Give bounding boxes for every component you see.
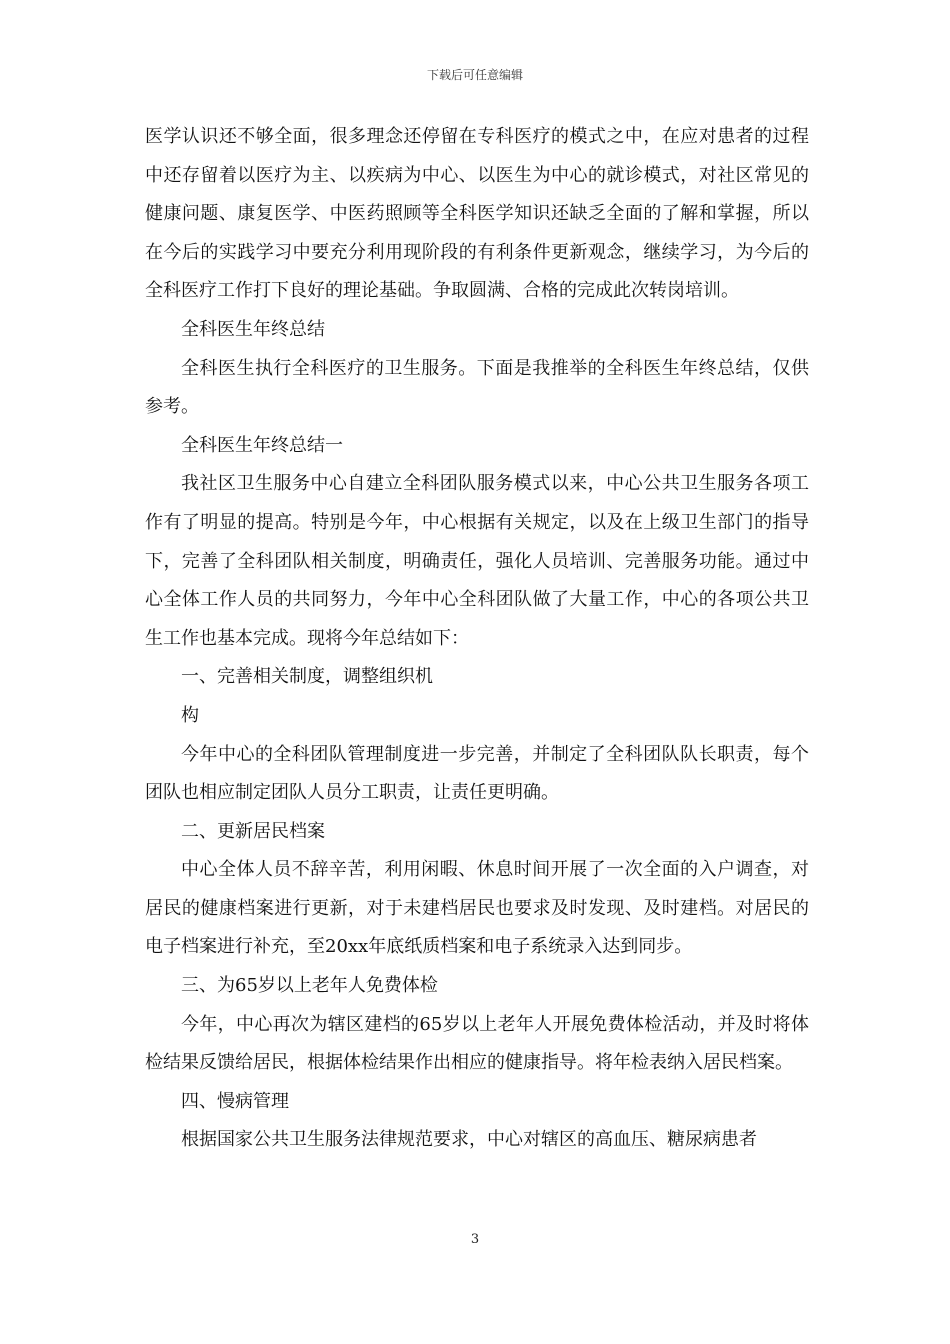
heading-item-1: 一、完善相关制度，调整组织机 (181, 666, 433, 688)
paragraph-center-overview: 我社区卫生服务中心自建立全科团队服务模式以来，中心公共卫生服务各项工作有了明显的提高。特别是今年，中心根据有关规定，以及在上级卫生部门的指导下，完善了全科团队相关制度，明确责任，强化人员培训、完善服务功能。通过中心全体工作人员的共同努力，今年中心全科团队做了大量工作，中心的各项公共卫生工作也基本完成。现将今年总结如下： (145, 473, 809, 649)
paragraph-item-1: 今年中心的全科团队管理制度进一步完善，并制定了全科团队队长职责，每个团队也相应制定团队人员分工职责，让责任更明确。 (145, 743, 809, 804)
heading-item-3: 三、为65岁以上老年人免费体检 (181, 975, 438, 997)
header-note: 下载后可任意编辑 (426, 68, 523, 82)
paragraph-item-3: 今年，中心再次为辖区建档的65岁以上老年人开展免费体检活动，并及时将体检结果反馈给居民，根据体检结果作出相应的健康指导。将年检表纳入居民档案。 (145, 1013, 809, 1074)
heading-item-2: 二、更新居民档案 (181, 820, 325, 842)
heading-item-1-continued: 构 (181, 704, 199, 726)
subsection-title: 全科医生年终总结一 (181, 434, 343, 456)
paragraph-summary-intro: 全科医生执行全科医疗的卫生服务。下面是我推举的全科医生年终总结，仅供参考。 (145, 357, 809, 418)
paragraph-item-4: 根据国家公共卫生服务法律规范要求，中心对辖区的高血压、糖尿病患者 (181, 1129, 757, 1151)
heading-item-4: 四、慢病管理 (181, 1090, 289, 1112)
paragraph-item-2: 中心全体人员不辞辛苦，利用闲暇、休息时间开展了一次全面的入户调查，对居民的健康档案进行更新，对于未建档居民也要求及时发现、及时建档。对居民的电子档案进行补充，至20xx年底纸质档案和电子系统录入达到同步。 (145, 859, 809, 958)
page-number: 3 (470, 1232, 480, 1247)
document-body (145, 118, 809, 1160)
section-title: 全科医生年终总结 (181, 318, 325, 340)
paragraph-intro-continued: 医学认识还不够全面，很多理念还停留在专科医疗的模式之中，在应对患者的过程中还存留着以医疗为主、以疾病为中心、以医生为中心的就诊模式，对社区常见的健康问题、康复医学、中医药照顾等全科医学知识还缺乏全面的了解和掌握，所以在今后的实践学习中要充分利用现阶段的有利条件更新观念，继续学习，为今后的全科医疗工作打下良好的理论基础。争取圆满、合格的完成此次转岗培训。 (145, 126, 809, 302)
